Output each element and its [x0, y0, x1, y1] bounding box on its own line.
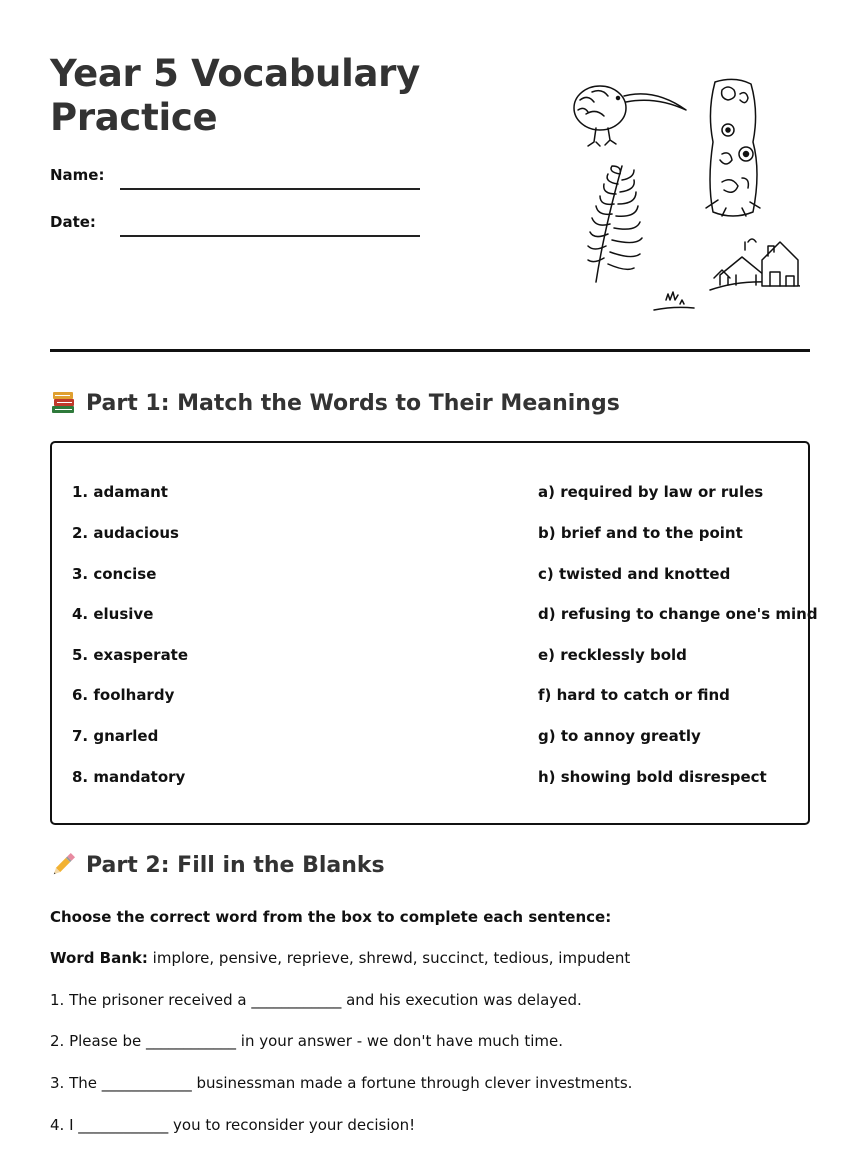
word-item: 1. adamant — [72, 483, 168, 501]
part1-heading-text: Part 1: Match the Words to Their Meanings — [86, 390, 620, 416]
sentence-item: 4. I ____________ you to reconsider your decision! — [50, 1116, 416, 1134]
word-item: 7. gnarled — [72, 727, 159, 745]
page-title — [50, 52, 420, 140]
fern-icon — [588, 166, 642, 282]
meaning-item: f) hard to catch or find — [538, 686, 730, 704]
sentence-item: 3. The ____________ businessman made a fortune through clever investments. — [50, 1074, 633, 1092]
carved-totem-icon — [706, 79, 760, 216]
meaning-item: e) recklessly bold — [538, 646, 687, 664]
word-item: 5. exasperate — [72, 646, 189, 664]
word-item: 4. elusive — [72, 605, 154, 623]
word-bank-words: implore, pensive, reprieve, shrewd, succinct, tedious, impudent — [152, 949, 631, 967]
matching-box — [50, 441, 818, 825]
word-item: 6. foolhardy — [72, 686, 175, 704]
illustration — [570, 70, 800, 320]
title-line-2: Practice — [50, 96, 218, 139]
sentence-item: 1. The prisoner received a ____________ and his execution was delayed. — [50, 991, 582, 1009]
meaning-item: c) twisted and knotted — [538, 565, 731, 583]
meaning-item: a) required by law or rules — [538, 483, 764, 501]
word-bank — [50, 949, 630, 967]
farmhouse-icon — [654, 239, 800, 310]
kiwi-bird-icon — [574, 86, 686, 146]
part2-heading-text: Part 2: Fill in the Blanks — [86, 852, 385, 878]
date-label: Date: — [50, 213, 96, 231]
name-line[interactable] — [120, 188, 420, 190]
title-line-1: Year 5 Vocabulary — [50, 52, 420, 95]
meaning-item: h) showing bold disrespect — [538, 768, 767, 786]
sentence-item: 2. Please be ____________ in your answer - we don't have much time. — [50, 1032, 563, 1050]
part2-heading — [50, 852, 385, 878]
pencil-icon — [50, 852, 76, 878]
meaning-item: b) brief and to the point — [538, 524, 743, 542]
name-label: Name: — [50, 166, 105, 184]
meaning-item: g) to annoy greatly — [538, 727, 701, 745]
date-line[interactable] — [120, 235, 420, 237]
word-item: 2. audacious — [72, 524, 179, 542]
meaning-item: d) refusing to change one's mind — [538, 605, 818, 623]
word-item: 3. concise — [72, 565, 157, 583]
word-bank-label: Word Bank: — [50, 949, 148, 967]
part1-heading — [50, 390, 620, 416]
header-divider — [50, 349, 810, 352]
books-icon — [50, 390, 76, 416]
instruction-text: Choose the correct word from the box to complete each sentence: — [50, 908, 612, 926]
word-item: 8. mandatory — [72, 768, 186, 786]
